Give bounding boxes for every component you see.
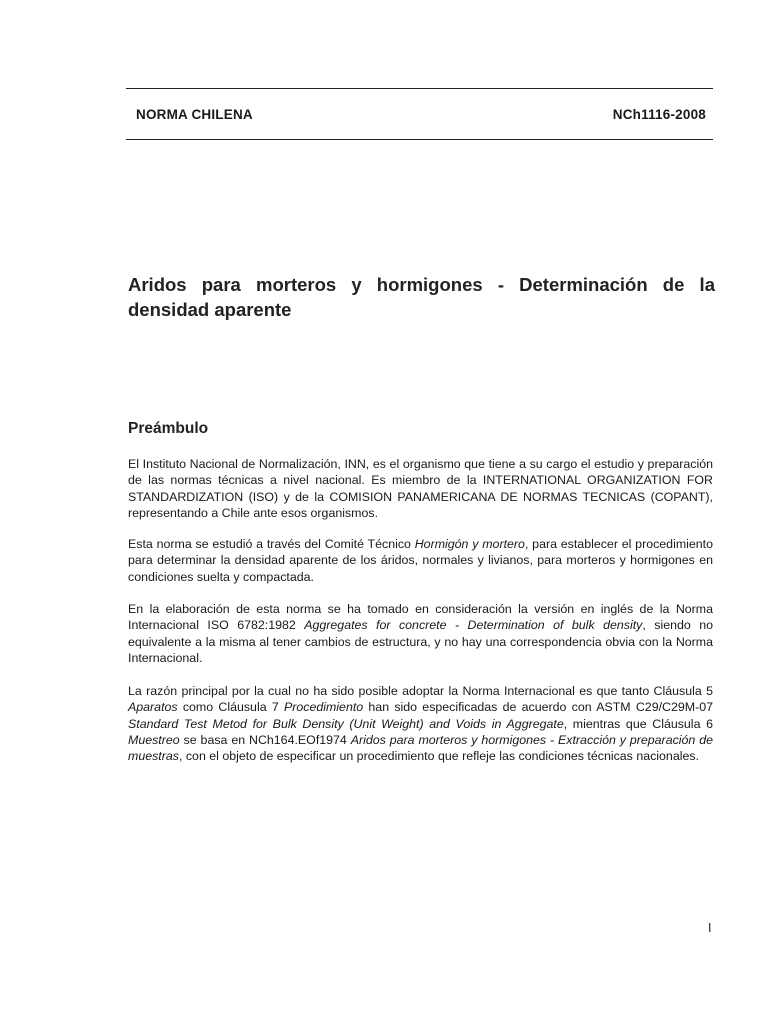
paragraph-text: , siendo no equivalente a la misma al tener cambios de estructura, y no hay una correspondencia obvia con la Norma Internacional.: [128, 618, 714, 665]
header-standard-label: NORMA CHILENA: [136, 107, 253, 122]
nch-standard-title: Aridos para morteros y hormigones - Extracción y preparación de muestras: [128, 732, 713, 764]
preamble-paragraph-4: [128, 683, 713, 764]
page-number: I: [708, 921, 712, 935]
paragraph-text: , mientras que Cláusula 6: [563, 716, 713, 731]
committee-name: Hormigón y mortero: [414, 537, 525, 551]
paragraph-text: El Instituto Nacional de Normalización, INN, es el organismo que tiene a su cargo el estudio y preparación de las normas técnicas a nivel nacional. Es miembro de la INTERNATIONAL ORGANIZATION FOR STANDARDIZATION (ISO) y de la COMISION PANAMERICANA DE NORMAS TECNICAS (COPANT), representando a Chile ante esos organismos.: [128, 457, 713, 520]
header-top-rule: [126, 88, 713, 89]
clause-name: Muestreo: [128, 732, 180, 747]
paragraph-text: Esta norma se estudió a través del Comité Técnico: [128, 537, 415, 551]
paragraph-text: En la elaboración de esta norma se ha tomado en consideración la versión en inglés de la Norma Internacional ISO 6782:1982: [128, 602, 713, 633]
preamble-paragraph-1: [128, 456, 713, 521]
preamble-paragraph-2: [128, 536, 713, 585]
preamble-heading: Preámbulo: [128, 420, 209, 437]
document-title: Aridos para morteros y hormigones - Determinación de la densidad aparente: [128, 274, 715, 320]
iso-standard-title: Aggregates for concrete - Determination of bulk density: [304, 618, 643, 633]
paragraph-text: se basa en NCh164.EOf1974: [179, 732, 351, 747]
preamble-paragraph-3: [128, 601, 713, 666]
header-bottom-rule: [126, 139, 713, 140]
header-standard-code: NCh1116-2008: [612, 107, 706, 122]
paragraph-text: , con el objeto de especificar un procedimiento que refleje las condiciones técnicas nacionales.: [178, 749, 700, 764]
paragraph-text: La razón principal por la cual no ha sido posible adoptar la Norma Internacional es que tanto Cláusula 5: [128, 684, 713, 698]
clause-name: Procedimiento: [283, 700, 364, 715]
clause-name: Aparatos: [128, 700, 178, 715]
paragraph-text: han sido especificadas de acuerdo con ASTM C29/C29M-07: [363, 700, 713, 715]
astm-standard-title: Standard Test Metod for Bulk Density (Unit Weight) and Voids in Aggregate: [128, 716, 564, 731]
paragraph-text: como Cláusula 7: [177, 700, 284, 715]
paragraph-text: , para establecer el procedimiento para determinar la densidad aparente de los áridos, normales y livianos, para morteros y hormigones en condiciones suelta y compactada.: [128, 537, 714, 584]
